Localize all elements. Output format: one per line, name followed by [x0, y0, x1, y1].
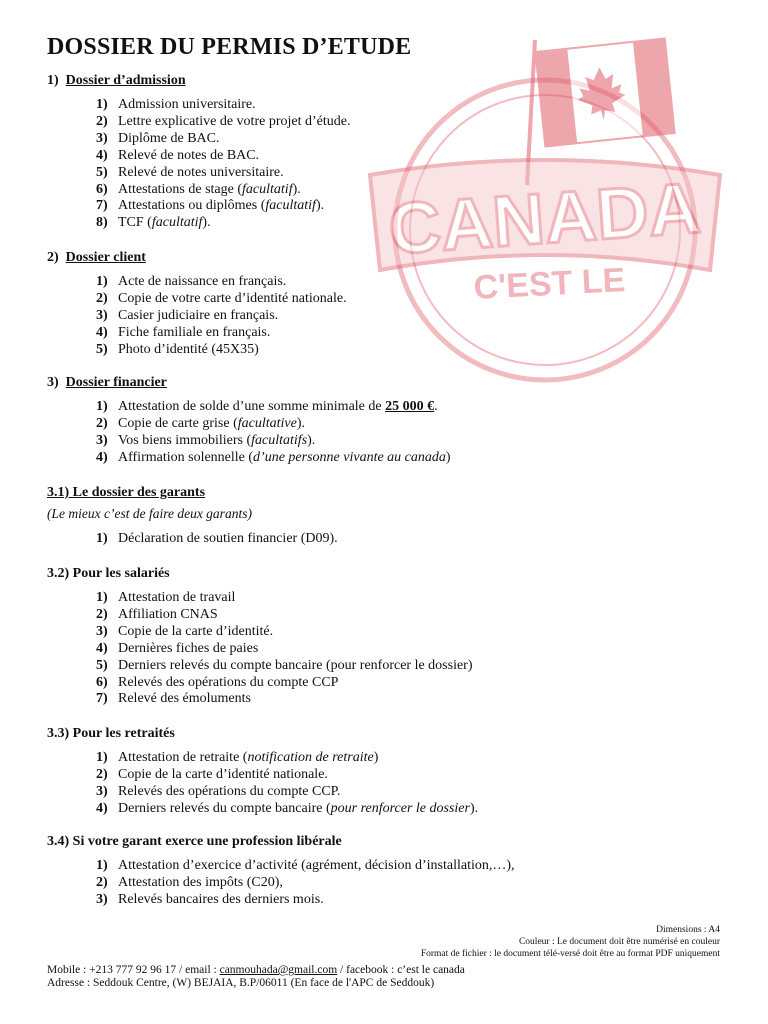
- financier-list: [96, 399, 451, 467]
- list-item: 1) Attestation de retraite (notification de retraite): [96, 750, 379, 765]
- list-item: 6) Relevés des opérations du compte CCP: [96, 674, 339, 690]
- list-item: 4) Relevé de notes de BAC.: [96, 147, 260, 163]
- note-format: Format de fichier : le document télé-versé doit être au format PDF uniquement: [420, 949, 720, 959]
- client-list: [96, 274, 347, 359]
- list-item: 1) Admission universitaire.: [96, 97, 256, 112]
- canada-stamp-watermark: [355, 25, 735, 385]
- email-link[interactable]: canmouhada@gmail.com: [219, 964, 338, 976]
- list-item: 3) Copie de la carte d’identité.: [96, 623, 274, 639]
- garants-list: [96, 531, 338, 548]
- list-item: 4) Fiche familiale en français.: [96, 324, 271, 340]
- list-item: 4) Dernières fiches de paies: [96, 640, 259, 656]
- list-item: 4) Affirmation solennelle (d’une personne vivante au canada): [96, 449, 451, 465]
- document-requirements-note: [421, 924, 720, 960]
- list-item: 2) Lettre explicative de votre projet d’étude.: [96, 113, 351, 129]
- note-dimensions: Dimensions : A4: [656, 925, 720, 935]
- list-item: 8) TCF (facultatif).: [96, 215, 211, 231]
- salaries-list: [96, 590, 473, 708]
- section-heading-salaries: 3.2) Pour les salariés: [47, 566, 170, 581]
- stamp-subtitle: C'EST LE: [472, 261, 627, 307]
- list-item: 2) Copie de carte grise (facultative).: [96, 415, 305, 431]
- admission-list: [96, 97, 350, 232]
- liberale-list: [96, 858, 515, 909]
- list-item: 2) Attestation des impôts (C20),: [96, 874, 283, 890]
- list-item: 3) Diplôme de BAC.: [96, 130, 220, 146]
- list-item: 1) Attestation de travail: [96, 590, 236, 605]
- list-item: 6) Attestations de stage (facultatif).: [96, 181, 301, 197]
- list-item: 1) Attestation de solde d’une somme minimale de 25 000 €.: [96, 399, 438, 414]
- list-item: 2) Copie de votre carte d’identité nationale.: [96, 290, 347, 306]
- list-item: 3) Casier judiciaire en français.: [96, 307, 279, 323]
- list-item: 5) Photo d’identité (45X35): [96, 341, 259, 357]
- list-item: 7) Attestations ou diplômes (facultatif).: [96, 198, 325, 214]
- minimum-amount: 25 000 €: [385, 399, 435, 414]
- page-title: DOSSIER DU PERMIS D’ETUDE: [47, 34, 412, 60]
- section-heading-liberale: 3.4) Si votre garant exerce une profession libérale: [47, 834, 342, 849]
- list-item: 5) Relevé de notes universitaire.: [96, 164, 284, 180]
- stamp-word: CANADA: [386, 168, 703, 270]
- section-heading-financier: 3) Dossier financier: [47, 375, 167, 390]
- contact-footer: [47, 964, 465, 989]
- section-heading-client: 2) Dossier client: [47, 250, 146, 265]
- retraites-list: [96, 750, 478, 818]
- list-item: 2) Affiliation CNAS: [96, 606, 218, 622]
- note-color: Couleur : Le document doit être numérisé en couleur: [518, 937, 720, 947]
- list-item: 1) Attestation d’exercice d’activité (agrément, décision d’installation,…),: [96, 858, 515, 873]
- section-heading-admission: 1) Dossier d’admission: [47, 73, 186, 88]
- list-item: 5) Derniers relevés du compte bancaire (pour renforcer le dossier): [96, 657, 473, 673]
- list-item: 3) Relevés des opérations du compte CCP.: [96, 783, 341, 799]
- list-item: 7) Relevé des émoluments: [96, 691, 251, 707]
- list-item: 1) Acte de naissance en français.: [96, 274, 287, 289]
- list-item: 3) Vos biens immobiliers (facultatifs).: [96, 432, 316, 448]
- contact-line: Mobile : +213 777 92 96 17 / email : canmouhada@gmail.com / facebook : c’est le canada: [47, 964, 465, 976]
- garants-note: (Le mieux c’est de faire deux garants): [47, 506, 252, 521]
- section-heading-retraites: 3.3) Pour les retraités: [47, 726, 175, 741]
- section-heading-garants: 3.1) Le dossier des garants: [47, 485, 206, 500]
- address-line: Adresse : Seddouk Centre, (W) BEJAIA, B.P/06011 (En face de l'APC de Seddouk): [47, 976, 435, 989]
- list-item: 4) Derniers relevés du compte bancaire (pour renforcer le dossier).: [96, 800, 479, 816]
- list-item: 1) Déclaration de soutien financier (D09).: [96, 531, 338, 546]
- list-item: 3) Relevés bancaires des derniers mois.: [96, 891, 324, 907]
- list-item: 2) Copie de la carte d’identité nationale.: [96, 766, 328, 782]
